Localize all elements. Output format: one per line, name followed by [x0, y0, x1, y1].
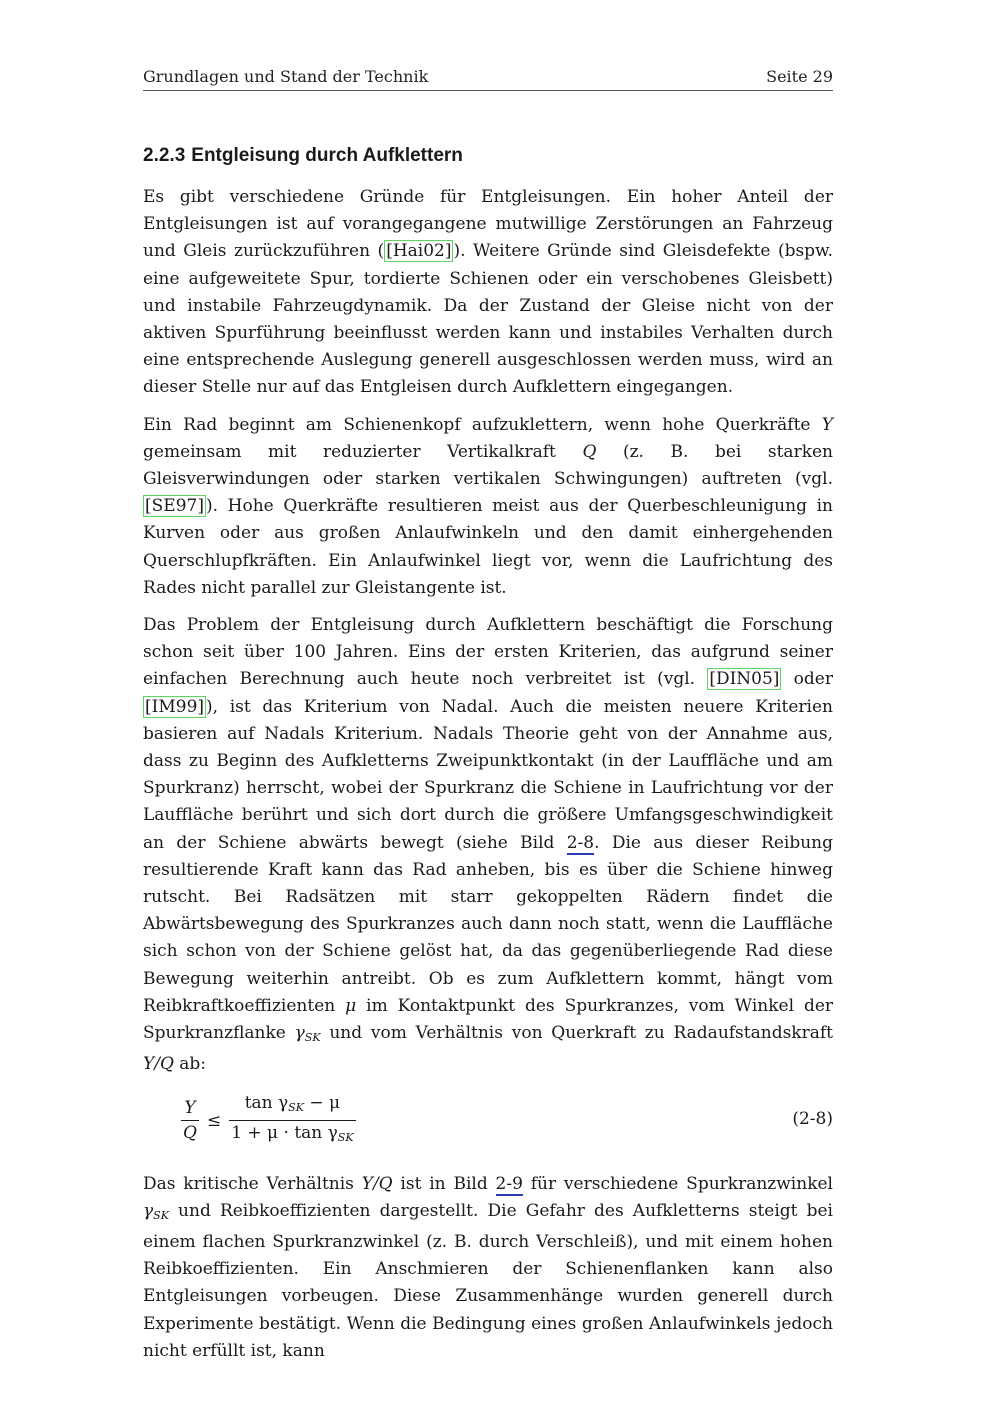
citation-link[interactable]: [DIN05]	[709, 669, 780, 690]
paragraph-2	[143, 412, 833, 602]
text-run: ab:	[173, 1054, 207, 1075]
math-symbol-q: Q	[582, 441, 597, 462]
page-body	[143, 142, 833, 1375]
text-run: ), ist das Kriterium von Nadal. Auch die meisten neuere Kriterien basieren auf Nadals Kriterium. Nadals Theorie geht von der Annahme aus, dass zu Beginn des Aufkletterns Zweipunktkontakt (in der Lauffläche und am Spurkranz) herrscht, wobei der Spurkranz die Schiene in Laufrichtung vor der Lauffläche berührt und sich dort durch die größere Umfangsgeschwindigkeit an der Schiene abwärts bewegt (siehe Bild	[143, 696, 833, 853]
fraction-denominator: Q	[183, 1123, 197, 1143]
fraction-rhs	[229, 1091, 355, 1150]
paragraph-1	[143, 184, 833, 402]
math-subscript: SK	[153, 1208, 169, 1222]
fraction-numerator: Y	[184, 1098, 196, 1118]
text-run: (z. B. bei starken Gleisverwindungen oder starken vertikalen Schwingungen) auftreten (vgl.	[143, 441, 834, 490]
math-symbol-y: Y	[821, 414, 833, 435]
text-run: und vom Verhältnis von Querkraft zu Radaufstandskraft	[320, 1023, 833, 1044]
math-run: 1 + μ · tan γ	[231, 1123, 338, 1143]
text-run: Das Problem der Entgleisung durch Aufklettern beschäftigt die Forschung schon seit über 100 Jahren. Eins der ersten Kriterien, das aufgrund seiner einfachen Berechnung auch heute noch verbreitet ist (vgl.	[143, 615, 833, 690]
fraction-denominator	[229, 1121, 355, 1150]
math-run: − μ	[303, 1093, 341, 1113]
equation-number: (2-8)	[792, 1108, 833, 1129]
math-subscript: SK	[304, 1031, 321, 1045]
figure-reference-link[interactable]: 2-9	[495, 1173, 523, 1194]
text-run: Das kritische Verhältnis	[143, 1173, 362, 1194]
section-title: Entgleisung durch Aufklettern	[191, 145, 463, 166]
math-symbol-gamma: γ	[294, 1023, 305, 1044]
leq-symbol: ≤	[206, 1110, 222, 1131]
math-run: tan γ	[244, 1093, 289, 1113]
math-ratio: Y/Q	[361, 1173, 393, 1194]
math-symbol-gamma: γ	[143, 1200, 154, 1221]
text-run: Ein Rad beginnt am Schienenkopf aufzuklettern, wenn hohe Querkräfte	[143, 414, 822, 435]
header-page-number: Seite 29	[766, 67, 833, 86]
paragraph-3	[143, 612, 833, 1078]
math-ratio: Y/Q	[143, 1054, 174, 1075]
section-number: 2.2.3	[143, 145, 186, 166]
running-header	[143, 64, 833, 91]
text-run: gemeinsam mit reduzierter Vertikalkraft	[143, 441, 583, 462]
math-subscript: SK	[288, 1101, 304, 1114]
fraction-numerator	[243, 1091, 342, 1120]
equation-block	[143, 1089, 833, 1153]
text-run: für verschiedene Spurkranzwinkel	[522, 1173, 833, 1194]
math-symbol-mu: μ	[345, 995, 357, 1016]
citation-link[interactable]: [Hai02]	[386, 241, 452, 262]
section-heading	[143, 142, 833, 170]
citation-link[interactable]: [IM99]	[145, 696, 205, 717]
equation-expression	[177, 1089, 360, 1153]
math-subscript: SK	[337, 1131, 354, 1144]
text-run: . Die aus dieser Reibung resultierende Kraft kann das Rad anheben, bis es über die Schiene hinweg rutscht. Bei Radsätzen mit starr gekoppelten Rädern findet die Abwärtsbewegung des Spurkranzes auch dann noch statt, wenn die Lauffläche sich schon von der Schiene gelöst hat, da das gegenüberliegende Rad diese Bewegung weiterhin antreibt. Ob es zum Aufklettern kommt, hängt vom Reibkraftkoeffizienten	[143, 832, 833, 1016]
text-run: ist in Bild	[392, 1173, 496, 1194]
figure-reference-link[interactable]: 2-8	[566, 832, 595, 853]
text-run: ). Weitere Gründe sind Gleisdefekte (bspw. eine aufgeweitete Spur, tordierte Schienen oder ein verschobenes Gleisbett) und instabile Fahrzeugdynamik. Da der Zustand der Gleise nicht von der aktiven Spurführung beeinflusst werden kann und instabiles Verhalten durch eine entsprechende Auslegung generell ausgeschlossen werden muss, wird an dieser Stelle nur auf das Entgleisen durch Aufklettern eingegangen.	[143, 241, 833, 398]
text-run: oder	[781, 669, 833, 690]
citation-link[interactable]: [SE97]	[145, 496, 204, 517]
text-run: ). Hohe Querkräfte resultieren meist aus der Querbeschleunigung in Kurven oder aus großen Anlaufwinkeln und den damit einhergehenden Querschlupfkräften. Ein Anlaufwinkel liegt vor, wenn die Laufrichtung des Rades nicht parallel zur Gleistangente ist.	[143, 496, 833, 598]
text-run: Es gibt verschiedene Gründe für Entgleisungen. Ein hoher Anteil der Entgleisungen ist auf vorangegangene mutwillige Zerstörungen an Fahrzeug und Gleis zurückzuführen (	[143, 187, 833, 262]
paragraph-4	[143, 1171, 833, 1365]
header-chapter-title: Grundlagen und Stand der Technik	[143, 67, 429, 86]
fraction-lhs	[181, 1096, 199, 1145]
text-run: und Reibkoeffizienten dargestellt. Die Gefahr des Aufkletterns steigt bei einem flachen Spurkranzwinkel (z. B. durch Verschleiß), und mit einem hohen Reibkoeffizienten. Ein Anschmieren der Schienenflanken kann also Entgleisungen vorbeugen. Diese Zusammenhänge wurden generell durch Experimente bestätigt. Wenn die Bedingung eines großen Anlaufwinkels jedoch nicht erfüllt ist, kann	[143, 1200, 833, 1361]
text-run: im Kontaktpunkt des Spurkranzes, vom Winkel der Spurkranzflanke	[143, 995, 834, 1044]
